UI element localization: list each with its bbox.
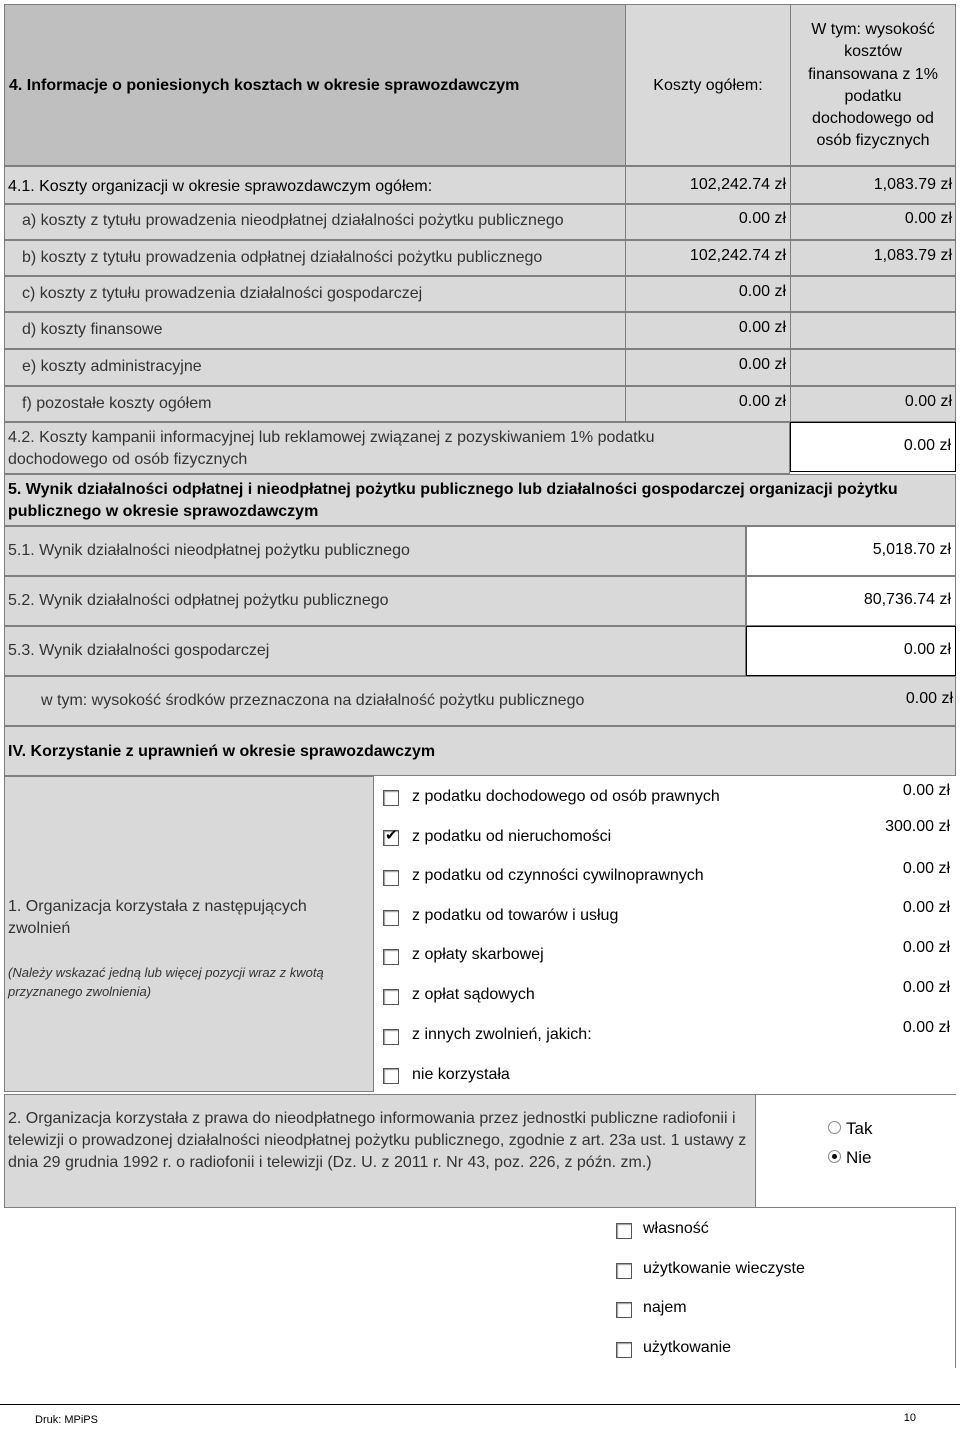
row-4-2-value: 0.00 zł	[903, 437, 951, 454]
row-e-total: 0.00 zł	[738, 356, 786, 373]
row-b-pct: 1,083.79 zł	[873, 247, 952, 264]
ownership-label-1: użytkowanie wieczyste	[643, 1260, 805, 1277]
row-a-total: 0.00 zł	[738, 210, 786, 227]
header-1pct-label: W tym: wysokość kosztów finansowana z 1% podatku dochodowego od osób fizycznych	[808, 21, 938, 150]
row-5-1-label: 5.1. Wynik działalności nieodpłatnej pożytku publicznego	[8, 542, 410, 559]
exemption-amount-6[interactable]: 0.00 zł	[902, 1019, 950, 1036]
row-f-label: f) pozostałe koszty ogółem	[22, 395, 212, 412]
exemption-amount-3[interactable]: 0.00 zł	[902, 899, 950, 916]
row-c-label: c) koszty z tytułu prowadzenia działalności gospodarczej	[22, 285, 423, 302]
exemption-checkbox-2[interactable]	[383, 870, 399, 886]
footer-page-number: 10	[903, 1412, 916, 1424]
row-4-2	[4, 422, 790, 474]
section4-header	[4, 4, 626, 166]
sectionIV-header	[4, 726, 956, 776]
footer-rule	[0, 1404, 960, 1405]
q2-label: 2. Organizacja korzystała z prawa do nieodpłatnego informowania przez jednostki publiczne radiofonii i telewizji o prowadzonej działalności nieodpłatnej pożytku publicznego, zgodnie z art. 23a ust. 1 ustawy z dnia 29 grudnia 1992 r. o radiofonii i telewizji (Dz. U. z 2011 r. Nr 43, poz. 226, z późn. zm.)	[8, 1110, 747, 1171]
row-b-label: b) koszty z tytułu prowadzenia odpłatnej działalności pożytku publicznego	[22, 249, 543, 266]
exemption-amount-4[interactable]: 0.00 zł	[902, 939, 950, 956]
row-5-1	[4, 526, 746, 576]
q2-radio-tak[interactable]	[828, 1121, 841, 1134]
exemption-checkbox-6[interactable]	[383, 1029, 399, 1045]
exemption-checkbox-0[interactable]	[383, 790, 399, 806]
row-5-2	[4, 576, 746, 626]
exemption-label-2: z podatku od czynności cywilnoprawnych	[412, 867, 704, 884]
row-4-1-total: 102,242.74 zł	[689, 176, 786, 193]
row-5-2-value: 80,736.74 zł	[863, 591, 951, 608]
section4-title: 4. Informacje o poniesionych kosztach w okresie sprawozdawczym	[9, 77, 520, 94]
q2-radio-nie[interactable]	[828, 1150, 841, 1163]
exemption-label-0: z podatku dochodowego od osób prawnych	[412, 788, 720, 805]
q2-box	[4, 1094, 756, 1208]
row-a-label: a) koszty z tytułu prowadzenia nieodpłatnej działalności pożytku publicznego	[22, 212, 564, 229]
header-koszty-ogolem	[625, 4, 791, 166]
row-4-1-label: 4.1. Koszty organizacji w okresie sprawozdawczym ogółem:	[8, 178, 433, 195]
exemption-checkbox-4[interactable]	[383, 949, 399, 965]
exemption-amount-1[interactable]: 300.00 zł	[885, 818, 950, 835]
exemption-amount-2[interactable]: 0.00 zł	[902, 860, 950, 877]
row-4-1-pct: 1,083.79 zł	[873, 176, 952, 193]
exemption-label-6: z innych zwolnień, jakich:	[412, 1026, 592, 1043]
row-5-2-label: 5.2. Wynik działalności odpłatnej pożytku publicznego	[8, 592, 389, 609]
sectionIV-title: IV. Korzystanie z uprawnień w okresie sprawozdawczym	[8, 743, 436, 760]
row-5-1-value-box[interactable]	[746, 526, 956, 576]
row-e-label: e) koszty administracyjne	[22, 358, 202, 375]
row-c-total: 0.00 zł	[738, 283, 786, 300]
row-4-2-value-box[interactable]	[790, 422, 956, 472]
row-5-3-wtym-label: w tym: wysokość środków przeznaczona na działalność pożytku publicznego	[41, 692, 585, 709]
q2-label-tak: Tak	[846, 1119, 873, 1138]
row-f-pct: 0.00 zł	[904, 393, 952, 410]
row-5-3-wtym-value: 0.00 zł	[905, 690, 953, 707]
footer-print: Druk: MPiPS	[35, 1414, 98, 1426]
section5-title: 5. Wynik działalności odpłatnej i nieodpłatnej pożytku publicznego lub działalności gospodarczej organizacji pożytku publicznego w okresie sprawozdawczym	[8, 481, 898, 520]
row-d-label: d) koszty finansowe	[22, 321, 163, 338]
row-5-3	[4, 626, 746, 676]
q1-note: (Należy wskazać jedną lub więcej pozycji wraz z kwotą przyznanego zwolnienia)	[8, 965, 324, 999]
exemption-checkbox-5[interactable]	[383, 989, 399, 1005]
row-a-pct: 0.00 zł	[904, 210, 952, 227]
exemption-label-3: z podatku od towarów i usług	[412, 907, 619, 924]
q1-label: 1. Organizacja korzystała z następujących zwolnień	[8, 898, 307, 937]
section5-header	[4, 474, 956, 526]
ownership-label-0: własność	[643, 1220, 709, 1237]
row-d-total: 0.00 zł	[738, 319, 786, 336]
row-f-total: 0.00 zł	[738, 393, 786, 410]
ownership-label-2: najem	[643, 1299, 687, 1316]
exemption-amount-5[interactable]: 0.00 zł	[902, 979, 950, 996]
exemption-checkbox-7[interactable]	[383, 1068, 399, 1084]
header-1pct	[790, 4, 956, 166]
row-5-2-value-box[interactable]	[746, 576, 956, 626]
row-4-2-label: 4.2. Koszty kampanii informacyjnej lub reklamowej związanej z pozyskiwaniem 1% podatku dochodowego od osób fizycznych	[8, 429, 655, 468]
row-5-3-value-box[interactable]	[746, 626, 956, 676]
row-b-total: 102,242.74 zł	[689, 247, 786, 264]
ownership-checkbox-0[interactable]	[616, 1223, 632, 1239]
ownership-checkbox-3[interactable]	[616, 1342, 632, 1358]
col-pct-rule	[790, 166, 791, 422]
ownership-right-rule	[955, 1208, 956, 1368]
exemption-amount-0[interactable]: 0.00 zł	[902, 782, 950, 799]
row-5-3-wtym	[4, 676, 956, 726]
header-koszty-ogolem-label: Koszty ogółem:	[653, 77, 763, 94]
exemption-checkbox-3[interactable]	[383, 910, 399, 926]
ownership-checkbox-2[interactable]	[616, 1302, 632, 1318]
ownership-label-3: użytkowanie	[643, 1339, 732, 1356]
row-5-3-value: 0.00 zł	[903, 641, 951, 658]
exemption-checkbox-1[interactable]	[383, 830, 399, 846]
exemption-label-5: z opłat sądowych	[412, 986, 535, 1003]
q1-box	[4, 776, 374, 1092]
ownership-checkbox-1[interactable]	[616, 1263, 632, 1279]
exemption-label-4: z opłaty skarbowej	[412, 946, 544, 963]
q2-label-nie: Nie	[846, 1148, 872, 1167]
row-5-3-label: 5.3. Wynik działalności gospodarczej	[8, 642, 270, 659]
col-total-rule	[625, 166, 626, 422]
row-5-1-value: 5,018.70 zł	[872, 541, 951, 558]
exemption-label-1: z podatku od nieruchomości	[412, 828, 612, 845]
exemption-label-7: nie korzystała	[412, 1066, 510, 1083]
